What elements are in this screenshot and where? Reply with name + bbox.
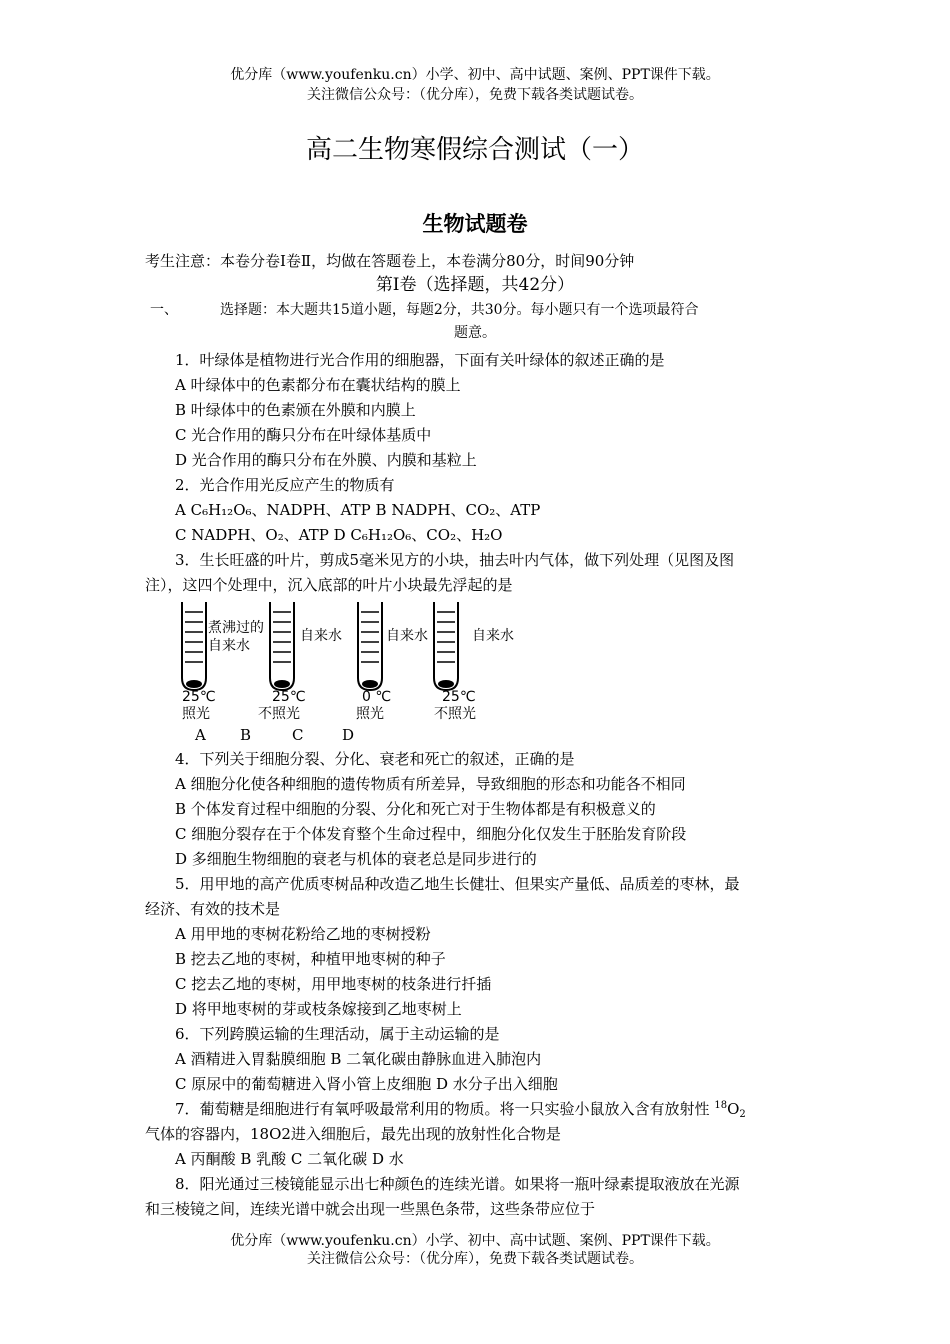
question-7-stem-1 [175,1099,746,1119]
tube-d-temp: 25℃ [442,689,476,705]
tube-d-light: 不照光 [434,706,476,722]
question-4-option-d: D 多细胞生物细胞的衰老与机体的衰老总是同步进行的 [175,850,537,868]
question-1-option-d: D 光合作用的酶只分布在外膜、内膜和基粒上 [175,451,477,469]
question-6-options-ab: A 酒精进入胃黏膜细胞 B 二氧化碳由静脉血进入肺泡内 [175,1050,542,1068]
tube-c-water: 自来水 [386,628,428,644]
test-tube-b [258,602,342,722]
test-tube-a [182,602,264,722]
tube-c-light: 照光 [356,706,384,722]
isotope-mass-number: 18 [714,1100,728,1111]
question-5-option-a: A 用甲地的枣树花粉给乙地的枣树授粉 [175,925,431,943]
question-7-stem-text: 7．葡萄糖是细胞进行有氧呼吸最常利用的物质。将一只实验小鼠放入含有放射性 [175,1100,710,1118]
tube-a-water-1: 煮沸过的 [208,620,264,636]
question-7-stem-2: 气体的容器内，18O2进入细胞后，最先出现的放射性化合物是 [145,1125,561,1143]
question-3-stem-1: 3．生长旺盛的叶片，剪成5毫米见方的小块，抽去叶内气体，做下列处理（见图及图 [175,551,735,569]
question-1-option-c: C 光合作用的酶只分布在叶绿体基质中 [175,426,432,444]
header-line-2: 关注微信公众号：（优分库），免费下载各类试题试卷。 [307,87,643,103]
question-5-stem-2: 经济、有效的技术是 [145,900,281,918]
question-6-options-cd: C 原尿中的葡萄糖进入肾小管上皮细胞 D 水分子出入细胞 [175,1075,558,1093]
section-heading: 第Ⅰ卷（选择题，共42分） [375,275,575,295]
question-2-options-cd: C NADPH、O₂、ATP D C₆H₁₂O₆、CO₂、H₂O [175,526,503,544]
test-tube-d [434,602,514,722]
question-4-stem: 4．下列关于细胞分裂、分化、衰老和死亡的叙述，正确的是 [175,750,575,768]
part-instruction-cont: 题意。 [454,325,496,341]
tube-b-water: 自来水 [300,628,342,644]
tube-a-light: 照光 [182,706,210,722]
question-3-stem-2: 注），这四个处理中，沉入底部的叶片小块最先浮起的是 [145,576,513,594]
isotope-element: O [727,1100,740,1118]
question-7-options: A 丙酮酸 B 乳酸 C 二氧化碳 D 水 [175,1150,404,1168]
tube-label-c: C [292,726,304,744]
question-1-stem: 1．叶绿体是植物进行光合作用的细胞器，下面有关叶绿体的叙述正确的是 [175,351,665,369]
exam-notice: 考生注意：本卷分卷Ⅰ卷Ⅱ，均做在答题卷上，本卷满分80分，时间90分钟 [145,252,635,270]
tube-label-d: D [342,726,355,744]
tube-b-light: 不照光 [258,706,300,722]
question-4-option-c: C 细胞分裂存在于个体发育整个生命过程中，细胞分化仅发生于胚胎发育阶段 [175,825,687,843]
tube-label-a: A [195,726,206,744]
test-tube-c [356,602,428,722]
question-1-option-a: A 叶绿体中的色素都分布在囊状结构的膜上 [175,376,461,394]
question-4-option-a: A 细胞分化使各种细胞的遗传物质有所差异，导致细胞的形态和功能各不相同 [175,775,686,793]
question-5-option-d: D 将甲地枣树的芽或枝条嫁接到乙地枣树上 [175,1000,462,1018]
question-5-option-c: C 挖去乙地的枣树，用甲地枣树的枝条进行扦插 [175,975,492,993]
test-tube-figure [170,598,570,723]
question-1-option-b: B 叶绿体中的色素颁在外膜和内膜上 [175,401,416,419]
question-4-option-b: B 个体发育过程中细胞的分裂、分化和死亡对于生物体都是有积极意义的 [175,800,656,818]
tube-b-temp: 25℃ [272,689,306,705]
isotope-subscript: 2 [739,1109,746,1120]
footer-line-2: 关注微信公众号：（优分库），免费下载各类试题试卷。 [307,1251,643,1267]
tube-a-temp: 25℃ [182,689,216,705]
question-6-stem: 6．下列跨膜运输的生理活动，属于主动运输的是 [175,1025,500,1043]
question-5-option-b: B 挖去乙地的枣树，种植甲地枣树的种子 [175,950,446,968]
header-line-1: 优分库（www.youfenku.cn）小学、初中、高中试题、案例、PPT课件下载。 [230,67,720,83]
tube-d-water: 自来水 [472,628,514,644]
tube-a-water-2: 自来水 [208,638,250,654]
question-8-stem-1: 8．阳光通过三棱镜能显示出七种颜色的连续光谱。如果将一瓶叶绿素提取液放在光源 [175,1175,740,1193]
question-2-stem: 2．光合作用光反应产生的物质有 [175,476,395,494]
tube-c-temp: 0 ℃ [362,689,392,705]
question-8-stem-2: 和三棱镜之间，连续光谱中就会出现一些黑色条带，这些条带应位于 [145,1200,596,1218]
question-2-options-ab: A C₆H₁₂O₆、NADPH、ATP B NADPH、CO₂、ATP [175,501,541,519]
tube-label-b: B [240,726,252,744]
page-subtitle: 生物试题卷 [422,212,528,236]
page-title: 高二生物寒假综合测试（一） [305,135,644,165]
part-number: 一、 [150,302,178,318]
footer-line-1: 优分库（www.youfenku.cn）小学、初中、高中试题、案例、PPT课件下载。 [230,1233,720,1249]
part-instruction: 选择题：本大题共15道小题，每题2分，共30分。每小题只有一个选项最符合 [220,302,699,318]
question-5-stem-1: 5．用甲地的高产优质枣树品种改造乙地生长健壮、但果实产量低、品质差的枣林，最 [175,875,740,893]
